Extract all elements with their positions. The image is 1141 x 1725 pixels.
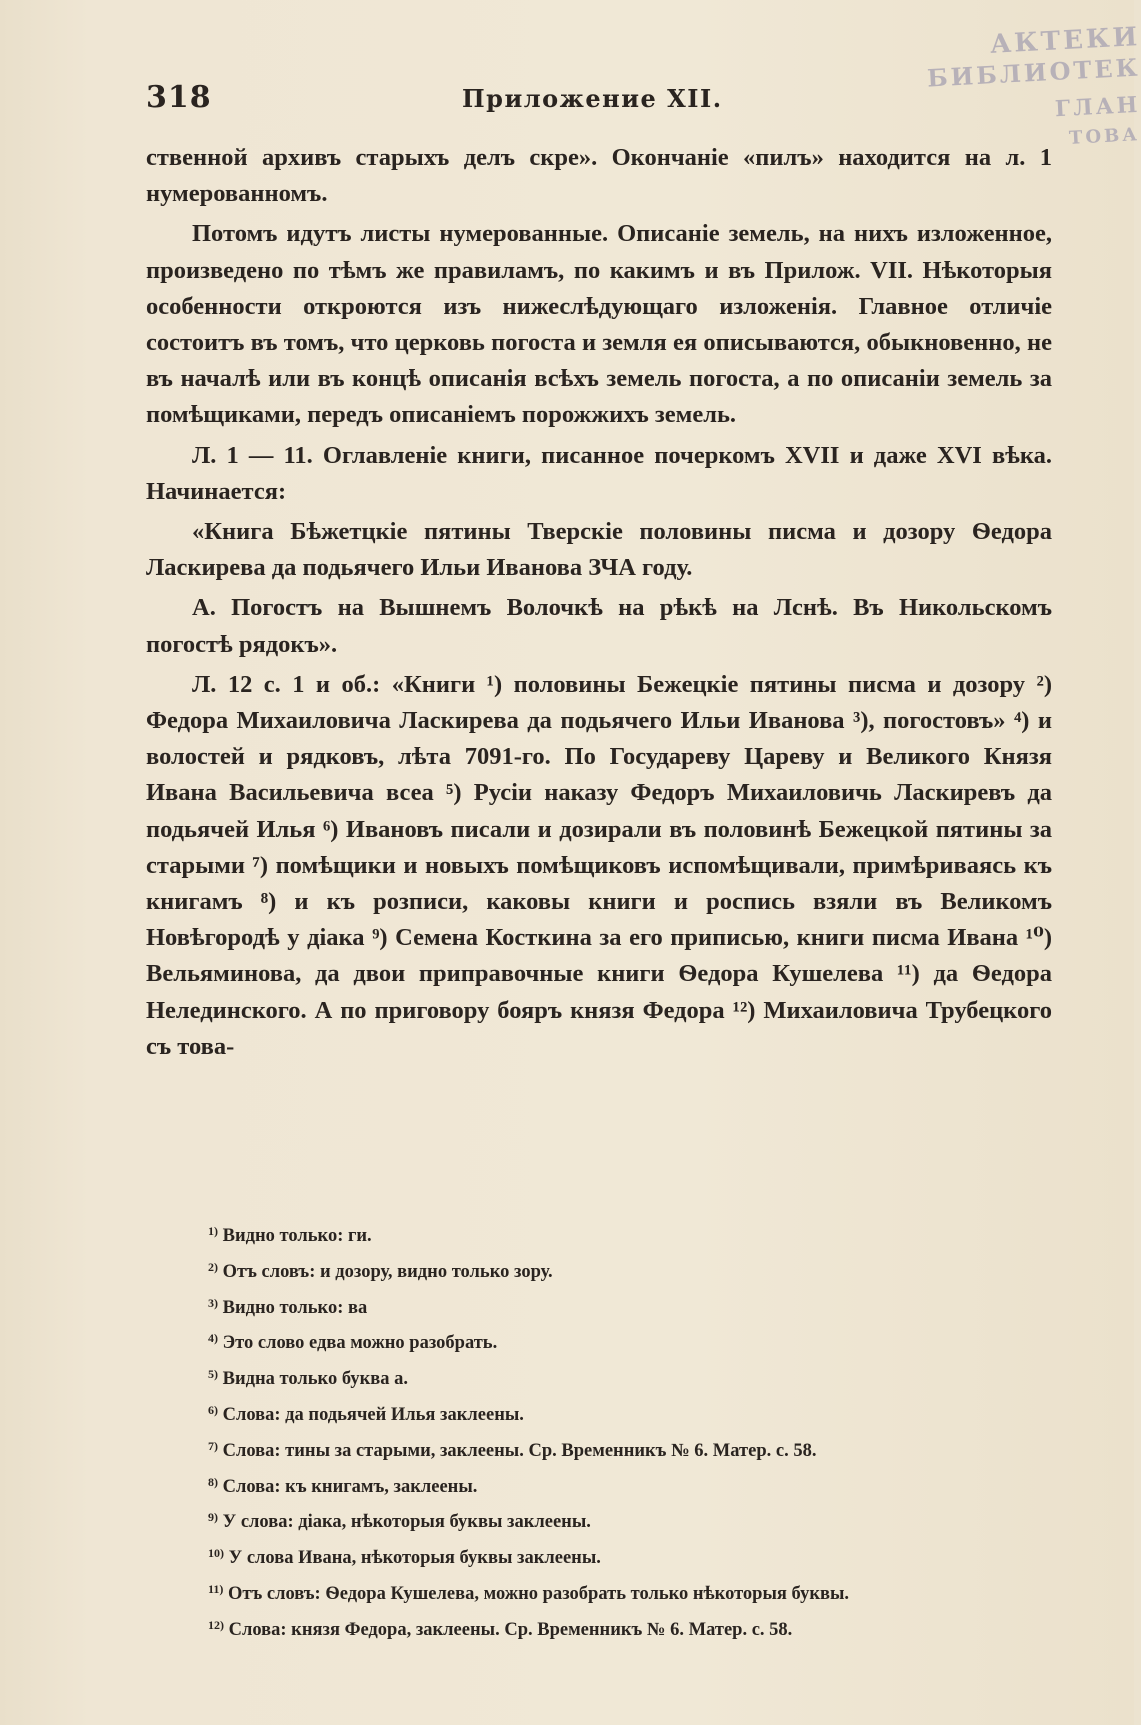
footnotes [208, 1216, 1058, 1646]
page-number: 318 [146, 80, 212, 115]
footnote [208, 1574, 1058, 1610]
footnote-text: Слова: князя Федора, заклеены. Ср. Временникъ № 6. Матер. с. 58. [228, 1619, 793, 1640]
footnote-mark: 1) [208, 1224, 218, 1238]
footnote-text: Отъ словъ: Ѳедора Кушелева, можно разобрать только нѣкоторыя буквы. [227, 1583, 850, 1604]
footnote-mark: 5) [208, 1367, 218, 1382]
footnote-text: Это слово едва можно разобрать. [222, 1333, 498, 1354]
footnote-text: Слова: да подьячей Илья заклеены. [222, 1404, 524, 1425]
footnote [208, 1502, 1058, 1538]
footnote [208, 1359, 1058, 1395]
footnote [208, 1467, 1058, 1503]
paragraph: Потомъ идутъ листы нумерованные. Описаніе земель, на нихъ изложенное, произведено по тѣмъ же правиламъ, по какимъ и въ Прилож. VII. Нѣкоторыя особенности откроются изъ нижеслѣдующаго изложенія. Главное отличіе состоитъ въ томъ, что церковь погоста и земля ея описываются, обыкновенно, не въ началѣ или въ концѣ описанія всѣхъ земель погоста, а по описаніи земель за помѣщиками, передъ описаніемъ порожжихъ земель. [146, 220, 1052, 429]
footnote [208, 1288, 1058, 1324]
footnote [208, 1431, 1058, 1467]
footnote [208, 1395, 1058, 1431]
footnote-mark: 9) [208, 1510, 218, 1525]
footnote-mark: 11) [208, 1581, 224, 1596]
footnote [208, 1323, 1058, 1359]
footnote-mark: 7) [208, 1438, 218, 1453]
footnote-mark: 3) [208, 1295, 218, 1310]
footnote [208, 1610, 1058, 1646]
running-head: Приложение XII. [462, 84, 723, 113]
footnote [208, 1252, 1058, 1288]
footnote-mark: 2) [208, 1259, 218, 1274]
footnote-text: Слова: къ книгамъ, заклеены. [222, 1476, 478, 1497]
main-text [146, 140, 1052, 1069]
footnote-mark: 12) [208, 1617, 224, 1632]
footnote-text: Видно только: ги. [222, 1226, 372, 1246]
footnote-text: Отъ словъ: и дозору, видно только зору. [222, 1261, 553, 1282]
paragraph: «Книга Бѣжетцкіе пятины Тверскіе половины писма и дозору Ѳедора Ласкирева да подьячего Ильи Иванова ЗЧА году. [146, 518, 1052, 582]
stamp-text: ТОВА [1068, 124, 1141, 149]
stamp-text: БИБЛИОТЕК [925, 52, 1141, 93]
footnote [208, 1538, 1058, 1574]
footnote-mark: 10) [208, 1546, 224, 1561]
footnote-text: Слова: тины за старыми, заклеены. Ср. Временникъ № 6. Матер. с. 58. [222, 1440, 817, 1461]
footnote-text: Видна только буква а. [222, 1369, 409, 1390]
footnote-text: У слова Ивана, нѣкоторыя буквы заклеены. [228, 1548, 601, 1569]
paragraph: Л. 12 с. 1 и об.: «Книги ¹) половины Бежецкіе пятины писма и дозору ²) Федора Михаиловича Ласкирева да подьячего Ильи Иванова ³), погостовъ» ⁴) и волостей и рядковъ, лѣта 7091-го. По Государеву Цареву и Великого Князя Ивана Васильевича всеа ⁵) Русіи наказу Федоръ Михаиловичь Ласкиревъ да подьячей Илья ⁶) Ивановъ писали и дозирали въ половинѣ Бежецкой пятины за старыми ⁷) помѣщики и новыхъ помѣщиковъ испомѣщивали, примѣриваясь къ книгамъ ⁸) и къ розписи, каковы книги и роспись взяли въ Великомъ Новѣгородѣ у діака ⁹) Семена Косткина за его приписью, книги писма Ивана ¹⁰) Вельяминова, да двои приправочные книги Ѳедора Кушелева ¹¹) да Ѳедора Нелединского. А по приговору бояръ князя Федора ¹²) Михаиловича Трубецкого съ това- [146, 670, 1052, 1060]
footnote-mark: 6) [208, 1402, 218, 1417]
stamp-text: АКТЕКИ [989, 22, 1141, 60]
footnote-mark: 4) [208, 1331, 218, 1346]
footnote-text: Видно только: ва [222, 1297, 368, 1318]
footnote-text: У слова: діака, нѣкоторыя буквы заклеены. [222, 1512, 591, 1533]
library-stamp [925, 18, 1141, 158]
paragraph: А. Погостъ на Вышнемъ Волочкѣ на рѣкѣ на Лснѣ. Въ Никольскомъ погостѣ рядокъ». [146, 594, 1052, 658]
paragraph: Л. 1 — 11. Оглавленіе книги, писанное почеркомъ XVII и даже XVI вѣка. Начинается: [146, 441, 1052, 505]
footnote-mark: 8) [208, 1474, 218, 1489]
footnote [208, 1216, 1058, 1252]
stamp-text: ГЛАН [1054, 91, 1141, 123]
paragraph: ственной архивъ старыхъ делъ скре». Окончаніе «пилъ» находится на л. 1 нумерованномъ. [146, 144, 1052, 208]
